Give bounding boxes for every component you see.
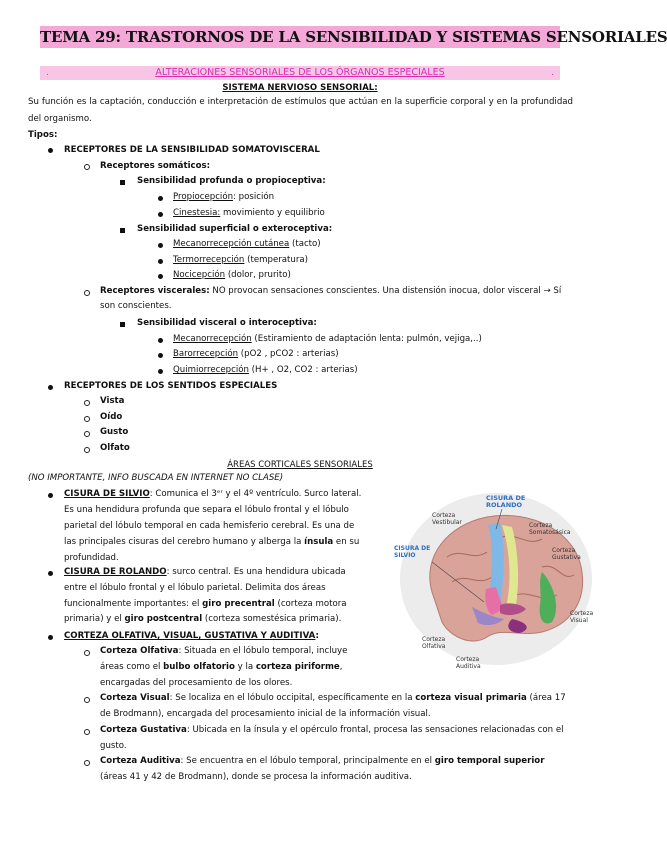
silvio-line-5: profundidad.	[64, 553, 119, 563]
profunda-item: Sensibilidad profunda o propioceptiva:	[137, 176, 326, 186]
viscerales-item: Receptores viscerales: NO provocan sensaciones conscientes. Una distensión inocua, dolor visceral → Sí	[100, 286, 562, 296]
bullet-disc	[158, 243, 163, 248]
superficial-item: Sensibilidad superficial o exteroceptiva:	[137, 224, 333, 234]
bullet-circle	[84, 400, 90, 406]
label-visual: Corteza Visual	[570, 610, 594, 624]
mecanorrecepcion-item: Mecanorrecepción cutánea (tacto)	[173, 239, 321, 249]
barorrecepcion-item: Barorrecepción (pO2 , pCO2 : arterias)	[173, 349, 339, 359]
section-heading-sns: SISTEMA NERVIOSO SENSORIAL:	[222, 83, 378, 93]
bullet-circle	[84, 650, 90, 656]
bullet-square	[120, 228, 125, 233]
bullet-circle	[84, 729, 90, 735]
label-somatosasica: Corteza Somatosásica	[529, 522, 571, 536]
label-olfativa: Corteza Olfativa	[422, 636, 446, 650]
visual-line-1: Corteza Visual: Se localiza en el lóbulo occipital, específicamente en la corteza visual primaria (área 17	[100, 693, 566, 703]
sentido-olfato: Olfato	[100, 443, 130, 453]
bullet-circle	[84, 447, 90, 453]
page-title: TEMA 29: TRASTORNOS DE LA SENSIBILIDAD Y SISTEMAS SENSORIALES	[40, 28, 667, 46]
bullet-circle	[84, 697, 90, 703]
sentido-oido: Oído	[100, 412, 123, 422]
subtitle-dot-left: .	[46, 68, 49, 78]
bullet-circle	[84, 416, 90, 422]
bullet-square	[120, 322, 125, 327]
auditiva-line-1: Corteza Auditiva: Se encuentra en el lóbulo temporal, principalmente en el giro temporal superior	[100, 756, 545, 766]
rolando-line-1: CISURA DE ROLANDO: surco central. Es una hendidura ubicada	[64, 567, 346, 577]
bullet-circle	[84, 760, 90, 766]
bullet-square	[120, 180, 125, 185]
bullet-disc	[48, 571, 53, 576]
label-gustativa: Corteza Gustativa	[552, 547, 581, 561]
bullet-disc	[48, 635, 53, 640]
label-auditiva: Corteza Auditiva	[456, 656, 481, 670]
olfativa-line-3: encargadas del procesamiento de los olores.	[100, 678, 293, 688]
rolando-line-3: funcionalmente importantes: el giro precentral (corteza motora	[64, 599, 347, 609]
intro-paragraph: Su función es la captación, conducción e interpretación de estímulos que actúan en la superficie corporal y en la profundidad del organismo.	[28, 97, 573, 124]
bullet-disc	[158, 369, 163, 374]
rolando-line-4: primaria) y el giro postcentral (corteza somestésica primaria).	[64, 614, 342, 624]
somaticos-item: Receptores somáticos:	[100, 161, 211, 171]
especiales-item: RECEPTORES DE LOS SENTIDOS ESPECIALES	[64, 381, 278, 391]
mecanorrecepcion-visceral-item: Mecanorrecepción (Estiramiento de adaptación lenta: pulmón, vejiga,..)	[173, 334, 482, 344]
visceral-sens-item: Sensibilidad visceral o interoceptiva:	[137, 318, 317, 328]
somatovisceral-item: RECEPTORES DE LA SENSIBILIDAD SOMATOVISCERAL	[64, 145, 320, 155]
bullet-disc	[48, 493, 53, 498]
bullet-disc	[158, 274, 163, 279]
propiocepcion-item: Propiocepción: posición	[173, 192, 275, 202]
section-heading-areas: ÁREAS CORTICALES SENSORIALES	[227, 460, 373, 470]
subtitle-dot-right: .	[551, 68, 554, 78]
sentido-gusto: Gusto	[100, 427, 129, 437]
gustativa-line-2: gusto.	[100, 741, 127, 751]
label-silvio: CISURA DE SILVIO	[394, 545, 431, 559]
bullet-disc	[158, 338, 163, 343]
bullet-disc	[158, 196, 163, 201]
bullet-disc	[48, 385, 53, 390]
tipos-label: Tipos:	[28, 130, 58, 140]
silvio-line-3: parietal del lóbulo temporal en cada hemisferio cerebral. Es una de	[64, 521, 355, 531]
olfativa-line-2: áreas como el bulbo olfatorio y la corteza piriforme,	[100, 662, 343, 672]
silvio-line-4: las principales cisuras del cerebro humano y alberga la ínsula en su	[64, 537, 360, 547]
brain-cortex-figure	[392, 487, 598, 675]
bullet-disc	[158, 212, 163, 217]
bullet-circle	[84, 290, 90, 296]
subtitle-bar	[40, 66, 560, 80]
sentido-vista: Vista	[100, 396, 125, 406]
termorrecepcion-item: Termorrecepción (temperatura)	[173, 255, 309, 265]
corteza-heading: CORTEZA OLFATIVA, VISUAL, GUSTATIVA Y AUDITIVA:	[64, 631, 319, 641]
silvio-line-2: Es una hendidura profunda que separa el lóbulo frontal y el lóbulo	[64, 505, 349, 515]
nocicepcion-item: Nocicepción (dolor, prurito)	[173, 270, 291, 280]
label-rolando: CISURA DE ROLANDO	[486, 494, 526, 509]
label-vestibular: Corteza Vestibular	[432, 512, 462, 526]
olfativa-line-1: Corteza Olfativa: Situada en el lóbulo temporal, incluye	[100, 646, 348, 656]
visual-line-2: de Brodmann), encargada del procesamiento inicial de la información visual.	[100, 709, 431, 719]
bullet-disc	[158, 259, 163, 264]
cinestesia-item: Cinestesia: movimiento y equilibrio	[173, 208, 325, 218]
bullet-disc	[158, 353, 163, 358]
subtitle-text: ALTERACIONES SENSORIALES DE LOS ÓRGANOS ESPECIALES	[155, 67, 445, 78]
bullet-disc	[48, 148, 53, 153]
silvio-line-1: CISURA DE SILVIO: Comunica el 3ᵉʳ y el 4º ventrículo. Surco lateral.	[64, 489, 362, 499]
section-note: (NO IMPORTANTE, INFO BUSCADA EN INTERNET NO CLASE)	[28, 473, 284, 483]
viscerales-item-cont: son conscientes.	[100, 301, 172, 311]
bullet-circle	[84, 164, 90, 170]
rolando-line-2: entre el lóbulo frontal y el lóbulo parietal. Delimita dos áreas	[64, 583, 326, 593]
auditiva-line-2: (áreas 41 y 42 de Brodmann), donde se procesa la información auditiva.	[100, 772, 412, 782]
bullet-circle	[84, 431, 90, 437]
gustativa-line-1: Corteza Gustativa: Ubicada en la ínsula y el opérculo frontal, procesa las sensaciones relacionadas con el	[100, 725, 564, 735]
quimiorrecepcion-item: Quimiorrecepción (H+ , O2, CO2 : arterias)	[173, 365, 358, 375]
